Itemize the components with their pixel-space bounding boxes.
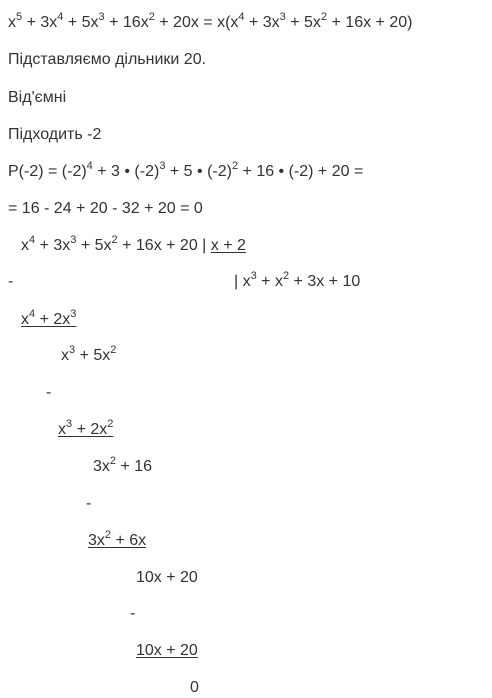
eq-term: + 3x (22, 14, 58, 31)
sub-exp: 3 (70, 307, 77, 320)
minus-sign: - (8, 273, 14, 290)
eq-exp: 2 (148, 10, 155, 23)
rem-exp: 2 (109, 454, 117, 467)
sub-term: + 2x (35, 311, 71, 328)
quot-term: + 3x + 10 (289, 273, 361, 290)
eq-term: + 3x (244, 14, 280, 31)
rem-term: + 5x (75, 347, 111, 364)
final-remainder: 0 (190, 679, 199, 696)
calc-exp: 3 (159, 159, 166, 172)
p-calculation (8, 159, 364, 182)
substitute-text: Підставляємо дільники 20. (8, 51, 207, 68)
eq-term: + 5x (285, 14, 321, 31)
eq-term: + 16x (104, 14, 149, 31)
remainder-1 (61, 343, 117, 366)
sub-term: x (58, 421, 66, 438)
eq-term: + 5x (63, 14, 99, 31)
eq-exp: 2 (320, 10, 328, 23)
eq-term: x (8, 14, 16, 31)
negative-text: Від'ємні (8, 89, 67, 106)
eq-exp: 3 (279, 10, 286, 23)
divisor: x + 2 (210, 237, 246, 254)
sub-term: 3x (88, 532, 105, 549)
eq-term: + 20x = x(x (154, 14, 239, 31)
calc-term: + 16 • (-2) + 20 = (238, 163, 364, 180)
div-exp: 2 (111, 233, 118, 246)
sub-term: x (21, 311, 29, 328)
rem-term: x (61, 347, 69, 364)
calc-term: P(-2) = (-2) (8, 163, 87, 180)
minus-sign: - (46, 384, 52, 401)
fits-text: Підходить -2 (8, 126, 102, 143)
remainder-3: 10x + 20 (136, 569, 198, 586)
eq-term: + 16x + 20) (327, 14, 413, 31)
factoring-equation (8, 10, 413, 33)
quot-exp: 3 (250, 269, 257, 282)
minus-sign: - (130, 605, 136, 622)
rem-exp: 2 (110, 343, 117, 356)
div-term: x (21, 237, 29, 254)
sub-exp: 4 (29, 307, 36, 320)
rem-term: + 16 (116, 458, 153, 475)
sub-term: + 6x (111, 532, 147, 549)
sub-exp: 3 (66, 417, 73, 430)
sub-exp: 2 (104, 528, 112, 541)
division-header (21, 233, 246, 256)
minus-sign: - (86, 495, 92, 512)
rem-term: 3x (93, 458, 110, 475)
sub-exp: 2 (107, 417, 114, 430)
eq-exp: 4 (57, 10, 64, 23)
calc-exp: 4 (86, 159, 93, 172)
subtrahend-1 (21, 307, 77, 330)
div-term: + 16x + 20 | (117, 237, 211, 254)
quot-exp: 2 (282, 269, 290, 282)
subtrahend-4: 10x + 20 (136, 642, 198, 659)
div-exp: 3 (70, 233, 77, 246)
quot-term: | x (234, 273, 251, 290)
rem-exp: 3 (69, 343, 76, 356)
eq-exp: 3 (98, 10, 105, 23)
quotient (234, 269, 361, 292)
calc-term: + 3 • (-2) (92, 163, 160, 180)
quot-term: + x (256, 273, 283, 290)
div-term: + 3x (35, 237, 71, 254)
remainder-2 (93, 454, 153, 477)
div-exp: 4 (29, 233, 36, 246)
p-result: = 16 - 24 + 20 - 32 + 20 = 0 (8, 200, 203, 217)
subtrahend-2 (58, 417, 114, 440)
eq-exp: 5 (16, 10, 23, 23)
calc-exp: 2 (231, 159, 239, 172)
div-term: + 5x (76, 237, 112, 254)
eq-exp: 4 (238, 10, 245, 23)
subtrahend-3 (88, 528, 147, 551)
calc-term: + 5 • (-2) (165, 163, 232, 180)
sub-term: + 2x (72, 421, 108, 438)
